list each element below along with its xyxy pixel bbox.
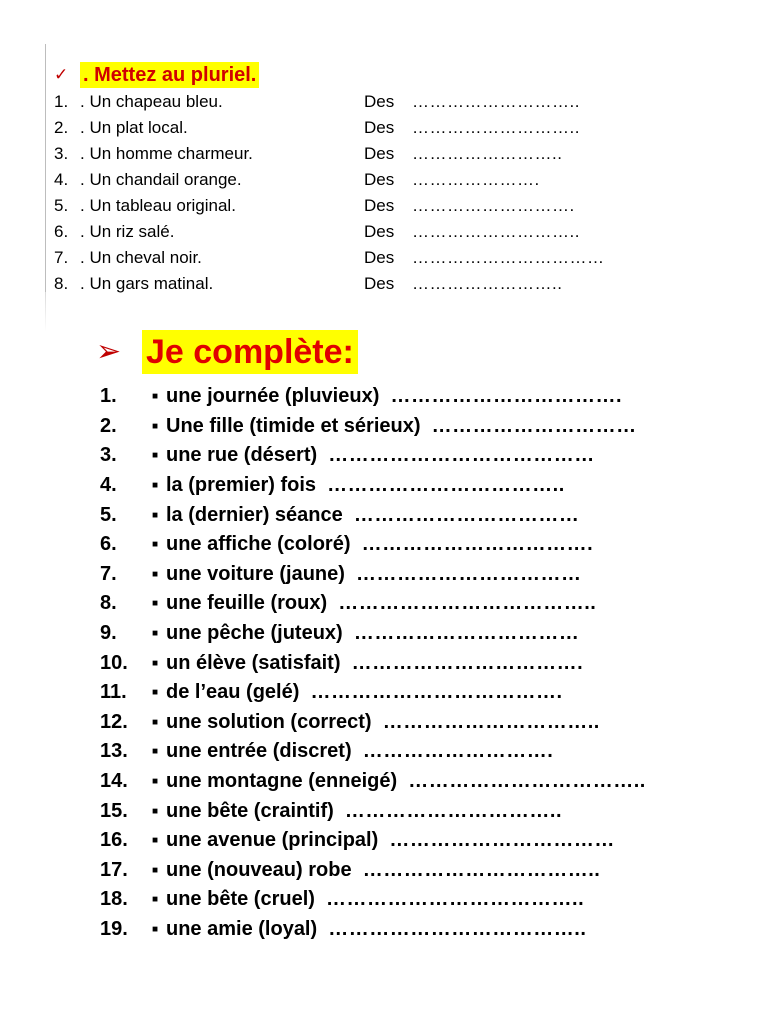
page-edge-fade	[45, 292, 46, 332]
answer-blank: ………………………………..	[328, 917, 587, 940]
item-text: une feuille (roux)	[166, 592, 328, 615]
exercise2-row	[100, 589, 720, 619]
item-number: 18.	[100, 888, 128, 911]
item-number: 15.	[100, 799, 128, 822]
answer-blank: ………………………..	[412, 222, 580, 241]
item-text: une bête (cruel)	[166, 888, 315, 911]
exercise2-row	[100, 471, 720, 501]
exercise2-row	[100, 915, 720, 945]
spacer	[397, 770, 408, 793]
spacer	[316, 474, 327, 497]
spacer	[315, 888, 326, 911]
square-bullet-icon: ■	[152, 687, 159, 699]
item-text: . Un riz salé.	[80, 222, 175, 241]
exercise1-row	[54, 271, 694, 297]
exercise2-row	[100, 885, 720, 915]
spacer	[372, 711, 383, 734]
square-bullet-icon: ■	[152, 716, 159, 728]
item-text: . Un plat local.	[80, 118, 188, 137]
square-bullet-icon: ■	[152, 746, 159, 758]
answer-blank: ……………………………	[356, 562, 582, 585]
item-number: 9.	[100, 622, 117, 645]
exercise2-row	[100, 441, 720, 471]
spacer	[327, 592, 338, 615]
item-text: une avenue (principal)	[166, 829, 379, 852]
item-text: une (nouveau) robe	[166, 858, 352, 881]
exercise1-row	[54, 167, 694, 193]
spacer	[421, 415, 432, 438]
square-bullet-icon: ■	[152, 598, 159, 610]
answer-blank: ……………………………….	[310, 681, 563, 704]
item-number: 7.	[54, 248, 69, 267]
item-number: 10.	[100, 651, 128, 674]
exercise2-row	[100, 826, 720, 856]
page-edge-line	[45, 44, 46, 292]
item-text: . Un homme charmeur.	[80, 144, 253, 163]
exercise1-row	[54, 89, 694, 115]
item-text: une amie (loyal)	[166, 917, 318, 940]
exercise2-row	[100, 737, 720, 767]
answer-blank: ………………….	[412, 170, 540, 189]
item-text: une pêche (juteux)	[166, 622, 343, 645]
exercise2-row	[100, 767, 720, 797]
exercise1-row	[54, 141, 694, 167]
exercise1-row	[54, 193, 694, 219]
item-number: 4.	[100, 474, 117, 497]
item-number: 1.	[100, 385, 117, 408]
square-bullet-icon: ■	[152, 628, 159, 640]
answer-blank: ……………………………	[353, 503, 580, 526]
item-text: . Un chapeau bleu.	[80, 92, 223, 111]
item-number: 5.	[54, 196, 69, 215]
exercise2-row	[100, 678, 720, 708]
item-text: . Un chandail orange.	[80, 170, 242, 189]
item-text: une journée (pluvieux)	[166, 385, 380, 408]
square-bullet-icon: ■	[152, 420, 159, 432]
item-text: la (dernier) séance	[166, 503, 343, 526]
item-number: 7.	[100, 562, 117, 585]
spacer	[334, 800, 345, 823]
exercise2-row	[100, 856, 720, 886]
item-text: une affiche (coloré)	[166, 533, 351, 556]
section1-title: . Mettez au pluriel.	[80, 62, 259, 88]
item-text: un élève (satisfait)	[166, 651, 341, 674]
item-number: 14.	[100, 770, 128, 793]
answer-blank: …………………………….	[361, 533, 594, 556]
spacer	[345, 563, 356, 586]
item-text: une entrée (discret)	[166, 740, 352, 763]
spacer	[343, 622, 354, 645]
item-number: 8.	[100, 592, 117, 615]
answer-blank: …………………………….	[390, 385, 623, 408]
answer-blank: …………………………….	[351, 651, 584, 674]
item-text: une solution (correct)	[166, 710, 372, 733]
answer-blank: ……………………………	[353, 622, 580, 645]
answer-prefix: Des	[364, 274, 395, 293]
square-bullet-icon: ■	[152, 539, 159, 551]
item-text: . Un gars matinal.	[80, 274, 214, 293]
item-number: 12.	[100, 710, 128, 733]
exercise2-row	[100, 619, 720, 649]
answer-blank: ……………………………..	[408, 770, 646, 793]
square-bullet-icon: ■	[152, 391, 159, 403]
answer-blank: …………………………..	[382, 710, 600, 733]
answer-prefix: Des	[364, 170, 395, 189]
answer-blank: ……………………….	[412, 196, 575, 215]
answer-prefix: Des	[364, 118, 395, 137]
answer-blank: ………………………..	[412, 92, 580, 111]
item-text: une bête (craintif)	[166, 799, 334, 822]
item-number: 2.	[100, 414, 117, 437]
section2-list	[100, 382, 720, 944]
spacer	[352, 859, 363, 882]
item-number: 5.	[100, 503, 117, 526]
exercise1-row	[54, 219, 694, 245]
spacer	[317, 918, 328, 941]
section1-header	[54, 61, 259, 88]
item-text: . Un cheval noir.	[80, 248, 202, 267]
answer-blank: …………………………	[431, 414, 637, 437]
answer-blank: ……………………………	[412, 248, 605, 267]
exercise2-row	[100, 796, 720, 826]
exercise2-row	[100, 560, 720, 590]
answer-blank: ……………………………..	[327, 474, 565, 497]
item-text: . Un tableau original.	[80, 196, 236, 215]
square-bullet-icon: ■	[152, 776, 159, 788]
square-bullet-icon: ■	[152, 864, 159, 876]
spacer	[350, 533, 361, 556]
exercise2-row	[100, 648, 720, 678]
answer-prefix: Des	[364, 196, 395, 215]
item-number: 17.	[100, 858, 128, 881]
answer-prefix: Des	[364, 92, 395, 111]
answer-blank: ……………………….	[362, 740, 554, 763]
exercise2-row	[100, 382, 720, 412]
section2-title: Je complète:	[142, 330, 358, 374]
answer-prefix: Des	[364, 248, 395, 267]
item-text: une rue (désert)	[166, 444, 318, 467]
spacer	[341, 652, 352, 675]
answer-prefix: Des	[364, 222, 395, 241]
square-bullet-icon: ■	[152, 657, 159, 669]
exercise1-row	[54, 115, 694, 141]
square-bullet-icon: ■	[152, 923, 159, 935]
item-text: une voiture (jaune)	[166, 562, 345, 585]
exercise2-row	[100, 500, 720, 530]
answer-blank: ……………………..	[412, 274, 563, 293]
item-number: 3.	[54, 144, 69, 163]
spacer	[343, 504, 354, 527]
answer-blank: ………………………………..	[338, 592, 597, 615]
answer-blank: ……………………………	[389, 829, 615, 852]
item-number: 13.	[100, 740, 128, 763]
spacer	[352, 740, 363, 763]
item-number: 4.	[54, 170, 69, 189]
section2-header	[96, 330, 358, 374]
spacer	[317, 444, 328, 467]
spacer	[379, 385, 390, 408]
answer-blank: ……………………………..	[362, 858, 601, 881]
item-number: 1.	[54, 92, 69, 111]
exercise1-row	[54, 245, 694, 271]
item-number: 16.	[100, 829, 128, 852]
spacer	[378, 829, 389, 852]
item-text: la (premier) fois	[166, 474, 317, 497]
square-bullet-icon: ■	[152, 509, 159, 521]
square-bullet-icon: ■	[152, 568, 159, 580]
item-text: une montagne (enneigé)	[166, 770, 398, 793]
answer-blank: ……………………..	[412, 144, 563, 163]
square-bullet-icon: ■	[152, 805, 159, 817]
exercise2-row	[100, 708, 720, 738]
item-number: 3.	[100, 444, 117, 467]
item-number: 8.	[54, 274, 69, 293]
checkmark-icon: ✓	[54, 64, 69, 85]
answer-blank: ………………………..	[412, 118, 580, 137]
item-number: 2.	[54, 118, 69, 137]
spacer	[299, 681, 310, 704]
square-bullet-icon: ■	[152, 894, 159, 906]
item-number: 6.	[100, 533, 117, 556]
square-bullet-icon: ■	[152, 480, 159, 492]
exercise2-row	[100, 530, 720, 560]
item-text: Une fille (timide et sérieux)	[166, 414, 421, 437]
item-number: 19.	[100, 917, 128, 940]
square-bullet-icon: ■	[152, 835, 159, 847]
answer-blank: …………………………..	[344, 799, 563, 822]
item-number: 6.	[54, 222, 69, 241]
exercise2-row	[100, 412, 720, 442]
answer-prefix: Des	[364, 144, 395, 163]
square-bullet-icon: ■	[152, 450, 159, 462]
item-text: de l’eau (gelé)	[166, 681, 300, 704]
answer-blank: ………………………………..	[326, 888, 585, 911]
section1-list	[54, 89, 694, 297]
item-number: 11.	[100, 681, 127, 704]
arrow-bullet-icon: ➢	[96, 334, 122, 369]
answer-blank: …………………………………	[328, 444, 595, 467]
